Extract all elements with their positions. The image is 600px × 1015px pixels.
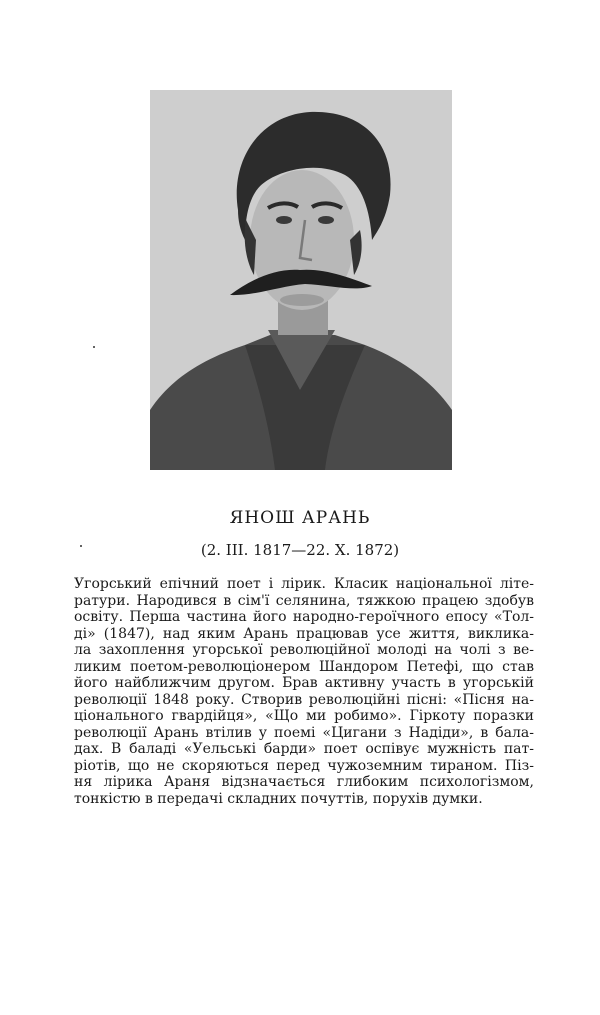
portrait-photo [150,90,452,470]
biography-line: освіту. Перша частина його народно-героїчного епосу «Тол- [74,609,534,625]
biography-line: ликим поетом-революціонером Шандором Петефі, що став [74,658,534,675]
biography-line: Угорський епічний поет і лірик. Класик національної літе- [74,576,534,592]
biography-line: тонкістю в передачі складних почуттів, порухів думки. [74,790,483,807]
biography-line: ла захоплення угорської революційної молоді на чолі з ве- [74,642,534,658]
biography-line: дах. В баладі «Уельські барди» поет оспівує мужність пат- [74,741,534,757]
biography-line: ціонального гвардійця», «Що ми робимо». Гіркоту поразки [74,708,534,724]
scan-speck [93,346,95,348]
biography-line: революції 1848 року. Створив революційні пісні: «Пісня на- [74,691,534,708]
biography-line: ня лірика Араня відзначається глибоким психологізмом, [74,774,534,790]
biography-line: ді» (1847), над яким Арань працював усе життя, виклика- [74,625,534,642]
author-dates: (2. III. 1817—22. X. 1872) [200,541,400,559]
biography-line: революції Арань втілив у поемі «Цигани з Надіди», в бала- [74,724,534,741]
biography-text [74,576,534,807]
biography-line: його найближчим другом. Брав активну участь в угорській [74,675,534,691]
biography-line: ратури. Народився в сім'ї селянина, тяжкою працею здобув [74,592,534,609]
portrait-icon [150,90,452,470]
biography-line: ріотів, що не скоряються перед чужоземним тираном. Піз- [74,757,534,774]
author-name: ЯНОШ АРАНЬ [229,508,371,528]
